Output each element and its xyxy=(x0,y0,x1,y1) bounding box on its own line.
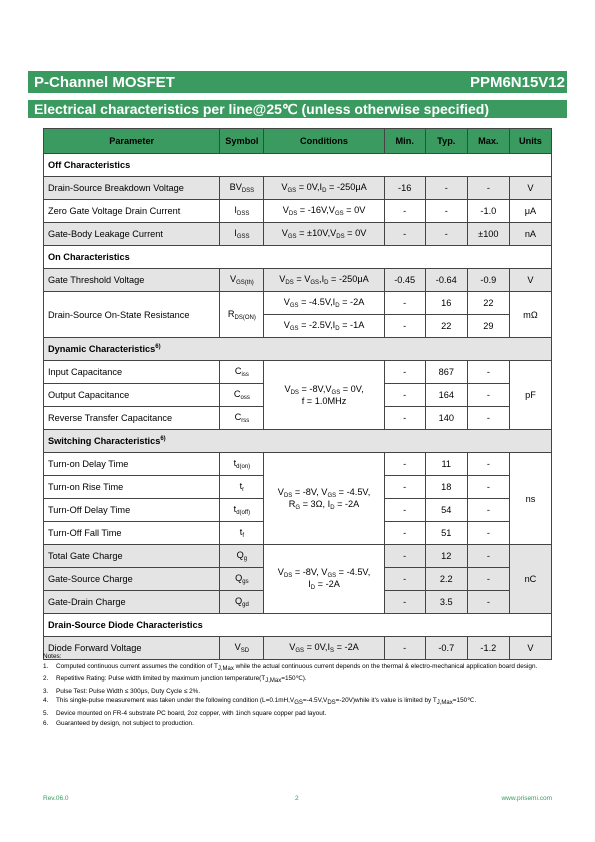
symbol: $t_f$ xyxy=(220,522,264,545)
min: -16 xyxy=(384,177,425,200)
condition: $V_{DS} = -8V$, $V_{GS} = -4.5V$, $I_D = -2A$ xyxy=(264,545,384,614)
note-item: 3. Pulse Test: Pulse Width ≤ 300μs, Duty Cycle ≤ 2%. xyxy=(43,687,201,695)
max: -1.0 xyxy=(467,200,509,223)
section-label: Off Characteristics xyxy=(44,154,552,177)
param: Drain-Source Breakdown Voltage xyxy=(44,177,220,200)
param: Diode Forward Voltage xyxy=(44,637,220,660)
condition: $V_{DS} = -8V$, $V_{GS} = -4.5V$, $R_G = 3\Omega$, $I_D = -2A$ xyxy=(264,453,384,545)
symbol: $Q_{gs}$ xyxy=(220,568,264,591)
electrical-characteristics-table xyxy=(43,128,552,660)
param: Gate Threshold Voltage xyxy=(44,269,220,292)
typ: 54 xyxy=(425,499,467,522)
typ: -0.64 xyxy=(425,269,467,292)
footer-page-number: 2 xyxy=(295,795,299,802)
min: - xyxy=(384,499,425,522)
max: - xyxy=(467,568,509,591)
min: - xyxy=(384,292,425,315)
symbol: $C_{oss}$ xyxy=(220,384,264,407)
max: -0.9 xyxy=(467,269,509,292)
device-type: P-Channel MOSFET xyxy=(34,74,175,91)
symbol: $R_{DS(ON)}$ xyxy=(220,292,264,338)
min: - xyxy=(384,568,425,591)
max: - xyxy=(467,522,509,545)
param: Drain-Source On-State Resistance xyxy=(44,292,220,338)
table-row xyxy=(44,200,552,223)
min: - xyxy=(384,476,425,499)
typ: 11 xyxy=(425,453,467,476)
condition: $V_{GS} = \pm 10V,V_{DS} = 0V$ xyxy=(264,223,384,246)
section-row xyxy=(44,430,552,453)
max: - xyxy=(467,361,509,384)
table-row xyxy=(44,545,552,568)
max: ±100 xyxy=(467,223,509,246)
typ: - xyxy=(425,223,467,246)
min: - xyxy=(384,223,425,246)
notes-title: Notes: xyxy=(43,653,62,660)
symbol: $V_{SD}$ xyxy=(220,637,264,660)
max: - xyxy=(467,591,509,614)
param: Reverse Transfer Capacitance xyxy=(44,407,220,430)
table-row xyxy=(44,223,552,246)
condition: $V_{GS} = 0V,I_S = -2A$ xyxy=(264,637,384,660)
typ: 12 xyxy=(425,545,467,568)
param: Input Capacitance xyxy=(44,361,220,384)
table-header-row xyxy=(44,129,552,154)
col-header: Typ. xyxy=(425,129,467,154)
note-item: 4. This single-pulse measurement was taken under the following condition $(L=0.1mH,V_{GS}=-4.5V,V_{DS}=-20V)while$ it's value is limited by $T_{J,Max}=150℃$. xyxy=(43,697,477,707)
section-row xyxy=(44,338,552,361)
note-item: 5. Device mounted on FR-4 substrate PC board, 2oz copper, with 1inch square copper pad layout. xyxy=(43,709,327,717)
param: Turn-Off Delay Time xyxy=(44,499,220,522)
param: Gate-Drain Charge xyxy=(44,591,220,614)
max: - xyxy=(467,476,509,499)
min: -0.45 xyxy=(384,269,425,292)
typ: 51 xyxy=(425,522,467,545)
section-label: Switching Characteristics$^{6)}$ xyxy=(44,430,552,453)
symbol: $t_r$ xyxy=(220,476,264,499)
symbol: $V_{GS(th)}$ xyxy=(220,269,264,292)
min: - xyxy=(384,315,425,338)
unit: pF xyxy=(509,361,551,430)
min: - xyxy=(384,384,425,407)
typ: - xyxy=(425,177,467,200)
col-header: Min. xyxy=(384,129,425,154)
unit: nC xyxy=(509,545,551,614)
param: Zero Gate Voltage Drain Current xyxy=(44,200,220,223)
typ: 2.2 xyxy=(425,568,467,591)
symbol: $C_{rss}$ xyxy=(220,407,264,430)
typ: - xyxy=(425,200,467,223)
condition: $V_{GS} = -2.5V,I_D = -1A$ xyxy=(264,315,384,338)
min: - xyxy=(384,453,425,476)
param: Turn-on Rise Time xyxy=(44,476,220,499)
typ: -0.7 xyxy=(425,637,467,660)
condition: $V_{GS} = -4.5V,I_D = -2A$ xyxy=(264,292,384,315)
min: - xyxy=(384,522,425,545)
table-row xyxy=(44,361,552,384)
typ: 18 xyxy=(425,476,467,499)
max: - xyxy=(467,545,509,568)
symbol: $Q_{gd}$ xyxy=(220,591,264,614)
param: Turn-on Delay Time xyxy=(44,453,220,476)
col-header: Units xyxy=(509,129,551,154)
min: - xyxy=(384,407,425,430)
typ: 3.5 xyxy=(425,591,467,614)
param: Output Capacitance xyxy=(44,384,220,407)
footer-website[interactable]: www.prisemi.com xyxy=(501,795,552,802)
symbol: $t_{d(on)}$ xyxy=(220,453,264,476)
note-item: 1. Computed continuous current assumes the condition of $T_{J,Max}$ while the actual continuous current depends on the thermal & electro-mechanical application board design. xyxy=(43,662,538,672)
unit: μA xyxy=(509,200,551,223)
condition: $V_{GS} = 0V,I_D = -250\mu A$ xyxy=(264,177,384,200)
symbol: $C_{iss}$ xyxy=(220,361,264,384)
section-row xyxy=(44,246,552,269)
section-label: On Characteristics xyxy=(44,246,552,269)
unit: nA xyxy=(509,223,551,246)
max: 29 xyxy=(467,315,509,338)
typ: 140 xyxy=(425,407,467,430)
min: - xyxy=(384,200,425,223)
section-row xyxy=(44,614,552,637)
col-header: Conditions xyxy=(264,129,384,154)
symbol: $Q_g$ xyxy=(220,545,264,568)
max: -1.2 xyxy=(467,637,509,660)
condition: $V_{DS} = V_{GS},I_D = -250\mu A$ xyxy=(264,269,384,292)
note-item: 2. Repetitive Rating: Pulse width limited by maximum junction $temperature(T_{J,Max}=150℃)$. xyxy=(43,675,307,685)
notes xyxy=(43,652,553,728)
col-header: Symbol xyxy=(220,129,264,154)
param: Gate-Body Leakage Current xyxy=(44,223,220,246)
note-item: 6. Guaranteed by design, not subject to production. xyxy=(43,719,194,727)
table-row xyxy=(44,292,552,315)
unit: V xyxy=(509,177,551,200)
unit: ns xyxy=(509,453,551,545)
max: - xyxy=(467,384,509,407)
max: 22 xyxy=(467,292,509,315)
typ: 22 xyxy=(425,315,467,338)
symbol: $I_{GSS}$ xyxy=(220,223,264,246)
symbol: $t_{d(off)}$ xyxy=(220,499,264,522)
section-label: Drain-Source Diode Characteristics xyxy=(44,614,552,637)
max: - xyxy=(467,177,509,200)
min: - xyxy=(384,591,425,614)
param: Turn-Off Fall Time xyxy=(44,522,220,545)
footer-revision: Rev.06.0 xyxy=(43,795,69,802)
condition: $V_{DS} = -8V,V_{GS} = 0V$, f = 1.0MHz xyxy=(264,361,384,430)
param: Total Gate Charge xyxy=(44,545,220,568)
col-header: Max. xyxy=(467,129,509,154)
table-row xyxy=(44,177,552,200)
header-bar xyxy=(28,71,567,93)
col-header: Parameter xyxy=(44,129,220,154)
typ: 867 xyxy=(425,361,467,384)
condition: $V_{DS} = -16V,V_{GS} = 0V$ xyxy=(264,200,384,223)
table-row xyxy=(44,453,552,476)
typ: 164 xyxy=(425,384,467,407)
min: - xyxy=(384,361,425,384)
unit: V xyxy=(509,269,551,292)
param: Gate-Source Charge xyxy=(44,568,220,591)
table-row xyxy=(44,269,552,292)
typ: 16 xyxy=(425,292,467,315)
symbol: $BV_{DSS}$ xyxy=(220,177,264,200)
section-title: Electrical characteristics per line@25℃ (unless otherwise specified) xyxy=(34,101,490,117)
max: - xyxy=(467,407,509,430)
section-bar xyxy=(28,100,567,118)
part-number: PPM6N15V12 xyxy=(469,74,565,91)
symbol: $I_{DSS}$ xyxy=(220,200,264,223)
max: - xyxy=(467,499,509,522)
min: - xyxy=(384,637,425,660)
unit: mΩ xyxy=(509,292,551,338)
min: - xyxy=(384,545,425,568)
section-label: Dynamic Characteristics$^{6)}$ xyxy=(44,338,552,361)
unit: V xyxy=(509,637,551,660)
max: - xyxy=(467,453,509,476)
section-row xyxy=(44,154,552,177)
